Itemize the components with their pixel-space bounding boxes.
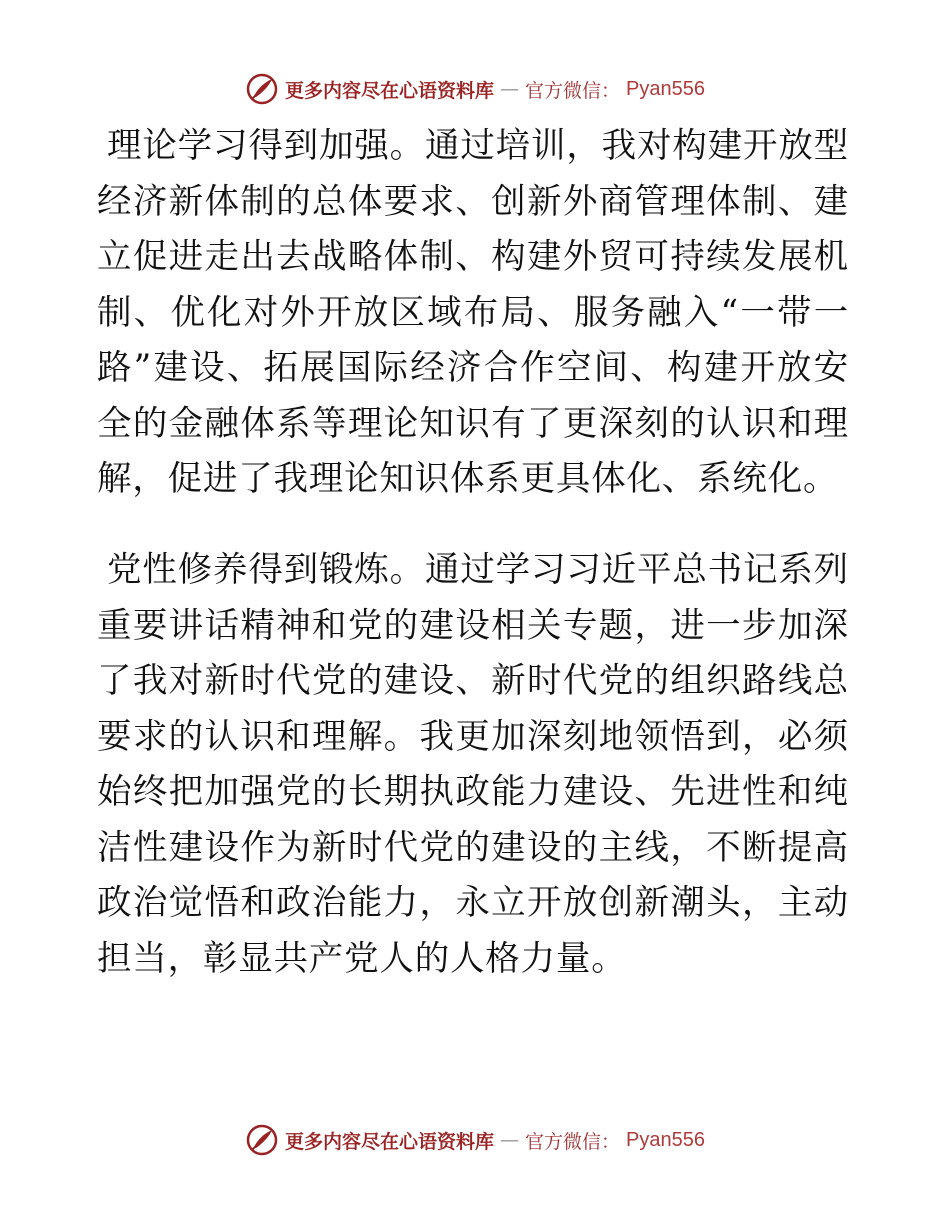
quill-logo-icon [245,1123,279,1157]
watermark-dash: — [500,78,520,100]
watermark-id: Pyan556 [626,77,705,100]
watermark-brand: 更多内容尽在心语资料库 [285,1130,495,1153]
header-watermark [0,72,950,106]
watermark-brand: 更多内容尽在心语资料库 [285,79,495,102]
paragraph-theory-study: 理论学习得到加强。通过培训，我对构建开放型经济新体制的总体要求、创新外商管理体制、建立促进走出去战略体制、构建外贸可持续发展机制、优化对外开放区域布局、服务融入“一带一路”建设、拓展国际经济合作空间、构建开放安全的金融体系等理论知识有了更深刻的认识和理解，促进了我理论知识体系更具体化、系统化。 [97,126,849,499]
paragraph-party-cultivation: 党性修养得到锻炼。通过学习习近平总书记系列重要讲话精神和党的建设相关专题，进一步加深了我对新时代党的建设、新时代党的组织路线总要求的认识和理解。我更加深刻地领悟到，必须始终把加强党的长期执政能力建设、先进性和纯洁性建设作为新时代党的建设的主线，不断提高政治觉悟和政治能力，永立开放创新潮头，主动担当，彰显共产党人的人格力量。 [97,550,849,979]
footer-watermark [0,1123,950,1157]
watermark-label: 官方微信： [525,1130,621,1153]
watermark-id: Pyan556 [626,1128,705,1151]
watermark-label: 官方微信： [525,79,621,102]
quill-logo-icon [245,72,279,106]
watermark-dash: — [500,1129,520,1151]
